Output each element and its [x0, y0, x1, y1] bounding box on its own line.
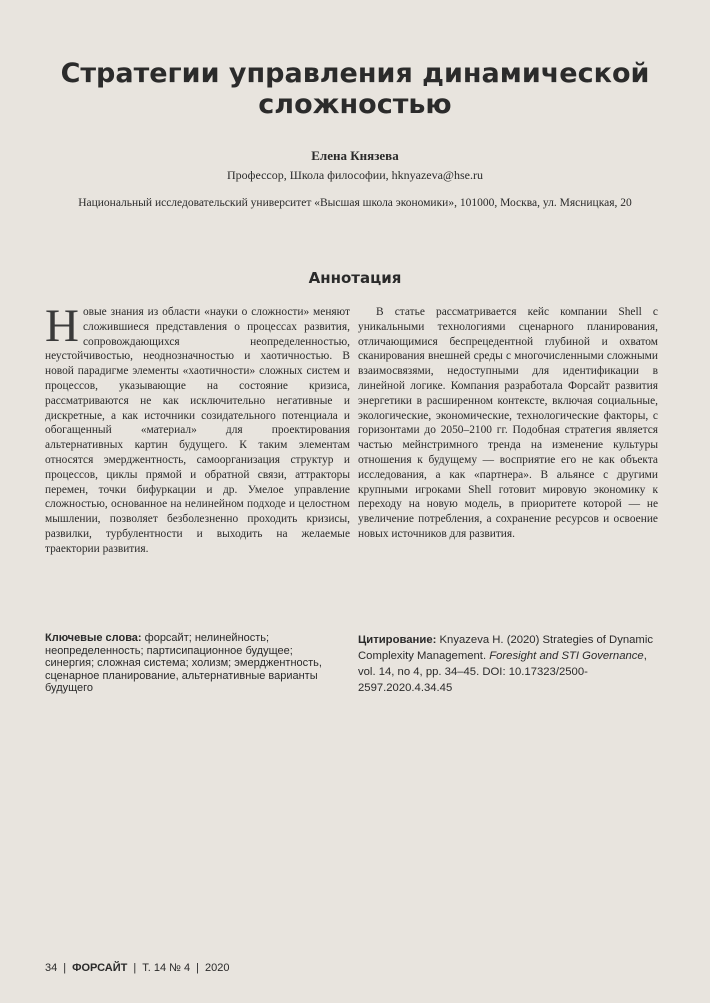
page-footer — [45, 962, 229, 974]
footer-separator: | — [63, 962, 67, 974]
page-number: 34 — [45, 962, 58, 974]
citation-journal: Foresight and STI Governance — [489, 650, 644, 662]
title-line-2: сложностью — [258, 89, 452, 120]
drop-cap: Н — [45, 300, 79, 352]
abstract-left-text: овые знания из области «науки о сложности» меняют сложившиеся представления о процессах развития, сопровождающихся неопределенностью, неустойчивостью, неоднозначностью и хаотичностью. В новой парадигме элементы «хаотичности» сложных систем и процессов, указывающие на состояние кризиса, рассматриваются не как исключительно негативные и дискретные, а как источники созидательного потенциала и обогащенный «материал» для проектирования альтернативных картин будущего. К таким элементам относятся эмерджентность, самоорганизация структур и процессов, циклы прямой и обратной связи, аттракторы перемен, точки бифуркации и др. Умелое управление сложностью, основанное на нелинейном подходе и целостном мышлении, позволяет безболезненно проходить кризисы, развилки, турбулентности и выходить на желаемые траектории развития. — [45, 306, 350, 555]
abstract-paragraph-right: В статье рассматривается кейс компании Shell с уникальными технологиями сценарного планирования, отличающимися беспрецедентной глубиной и охватом сканирования внешней среды с многочисленными сложными взаимосвязями, недоступными для идентификации в линейной логике. Компания разработала Форсайт развития энергетики в расширенном контексте, включая социальные, экологические, экономические, технологические факторы, с горизонтами до 2050–2100 гг. Подобная стратегия является частью мейнстримного тренда на изменение культуры отношения к будущему — восприятие его не как объекта исследования, а как «партнера». В альянсе с другими крупными игроками Shell готовит мировую экономику к переходу на новую модель, в приоритете которой — не увеличение потребления, а сохранение ресурсов и освоение новых источников для развития. — [358, 306, 658, 540]
abstract-paragraph-left — [45, 300, 350, 557]
citation-label: Цитирование: — [358, 634, 437, 646]
journal-volume: Т. 14 № 4 — [142, 962, 191, 974]
author-affiliation: Профессор, Школа философии, hknyazeva@hse.ru — [227, 168, 483, 182]
keywords-text: форсайт; нелинейность; неопределенность; партисипационное будущее; синергия; сложная система; холизм; эмерджентность, сценарное планирование, альтернативные варианты будущего — [45, 632, 322, 694]
citation-details: , vol. 14, no 4, pp. 34–45. DOI: 10.17323/2500-2597.2020.4.34.45 — [358, 650, 647, 694]
abstract-left-column — [45, 300, 350, 557]
citation-text: Knyazeva H. (2020) Strategies of Dynamic Complexity Management. — [358, 634, 653, 662]
title-line-1: Стратегии управления динамической — [60, 58, 650, 89]
footer-separator: | — [133, 962, 137, 974]
abstract-right-column — [358, 305, 658, 542]
citation-block — [358, 632, 658, 696]
author-name: Елена Князева — [311, 148, 399, 163]
article-title — [40, 58, 670, 120]
abstract-heading: Аннотация — [308, 269, 402, 287]
journal-brand: ФОРСАЙТ — [72, 962, 128, 974]
journal-year: 2020 — [204, 962, 230, 974]
institution-address: Национальный исследовательский университет «Высшая школа экономики», 101000, Москва, ул. Мясницкая, 20 — [78, 197, 632, 209]
keywords-label: Ключевые слова: — [45, 632, 142, 644]
keywords-block — [45, 632, 335, 695]
footer-separator: | — [196, 962, 199, 974]
